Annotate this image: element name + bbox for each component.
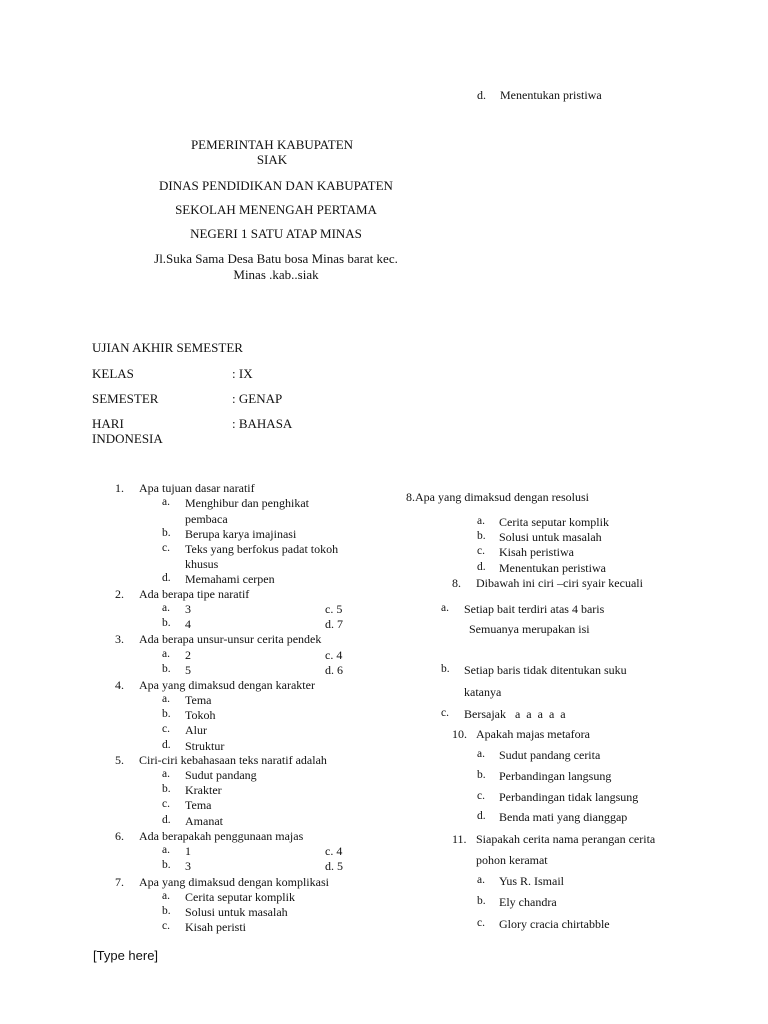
question-text: Apakah majas metafora: [476, 727, 590, 741]
option-text: Benda mati yang dianggap: [499, 810, 628, 824]
option-letter: c.: [441, 707, 449, 719]
option-text: Tema: [185, 693, 212, 707]
option-letter: b.: [477, 895, 486, 907]
option-text: 2: [185, 648, 191, 662]
question-number: 1.: [115, 481, 124, 495]
option-text: Amanat: [185, 814, 223, 828]
option-text: 1: [185, 844, 191, 858]
option-text: 3: [185, 602, 191, 616]
option-d: d. 7: [325, 617, 343, 631]
option-text: Solusi untuk masalah: [185, 905, 288, 919]
kelas-value: : IX: [232, 366, 253, 381]
option-c: c. 5: [325, 602, 343, 616]
option-letter: c.: [162, 723, 170, 735]
option-letter: a.: [162, 602, 170, 614]
option-text-cont: khusus: [185, 557, 219, 571]
question-number: 6.: [115, 829, 124, 843]
option-text: Perbandingan langsung: [499, 769, 612, 783]
footer-placeholder: [Type here]: [93, 948, 159, 963]
option-letter: a.: [162, 890, 170, 902]
option-letter: d.: [477, 561, 486, 573]
option-text: 3: [185, 859, 191, 873]
option-text: Kisah peristiwa: [499, 545, 574, 559]
exam-title: UJIAN AKHIR SEMESTER: [92, 340, 243, 355]
option-text-cont: Semuanya merupakan isi: [469, 622, 590, 636]
option-text: Sudut pandang: [185, 768, 257, 782]
question-number: 8.: [452, 576, 461, 590]
option-letter: c.: [477, 917, 485, 929]
option-letter: b.: [162, 905, 171, 917]
option-letter: a.: [477, 748, 485, 760]
question-number: 3.: [115, 632, 124, 646]
option-text: Setiap bait terdiri atas 4 baris: [464, 602, 605, 616]
option-letter: b.: [162, 617, 171, 629]
option-c: c. 4: [325, 844, 343, 858]
question-number: 10.: [452, 727, 467, 741]
option-letter: c.: [477, 545, 485, 557]
option-text: Kisah peristi: [185, 920, 246, 934]
option-text: Yus R. Ismail: [499, 874, 565, 888]
option-letter: b.: [162, 859, 171, 871]
question-number: 7.: [115, 875, 124, 889]
question-number: 4.: [115, 678, 124, 692]
header-line-4: SEKOLAH MENENGAH PERTAMA: [175, 202, 377, 217]
hari-value-cont: INDONESIA: [92, 431, 163, 446]
question-number: 5.: [115, 753, 124, 767]
kelas-label: KELAS: [92, 366, 134, 381]
option-text: Perbandingan tidak langsung: [499, 790, 639, 804]
option-letter: c.: [477, 790, 485, 802]
option-letter: b.: [162, 527, 171, 539]
option-text: Tokoh: [185, 708, 216, 722]
option-text: Memahami cerpen: [185, 572, 275, 586]
hari-label: HARI: [92, 416, 124, 431]
option-letter: b.: [162, 663, 171, 675]
option-text: Menentukan pristiwa: [500, 88, 602, 102]
question-number: 11.: [452, 832, 467, 846]
option-text: Bersajak a a a a a: [464, 707, 566, 721]
option-text: Cerita seputar komplik: [185, 890, 295, 904]
option-text: Alur: [185, 723, 207, 737]
option-letter: a.: [477, 874, 485, 886]
option-text: Tema: [185, 798, 212, 812]
option-letter: a.: [441, 602, 449, 614]
question-text: Apa yang dimaksud dengan komplikasi: [139, 875, 329, 889]
option-letter: b.: [441, 663, 450, 675]
question-text: Siapakah cerita nama perangan cerita: [476, 832, 656, 846]
question-text: Ada berapa tipe naratif: [139, 587, 250, 601]
option-letter: d.: [162, 572, 171, 584]
option-letter: a.: [162, 768, 170, 780]
option-letter: d.: [477, 88, 486, 102]
option-text: Ely chandra: [499, 895, 557, 909]
question-text: Ada berapakah penggunaan majas: [139, 829, 304, 843]
option-text: Menentukan peristiwa: [499, 561, 606, 575]
option-c: c. 4: [325, 648, 343, 662]
option-letter: a.: [162, 648, 170, 660]
option-letter: b.: [162, 783, 171, 795]
option-text: Krakter: [185, 783, 222, 797]
header-line-3: DINAS PENDIDIKAN DAN KABUPATEN: [159, 178, 393, 193]
option-letter: c.: [162, 542, 170, 554]
header-line-5: NEGERI 1 SATU ATAP MINAS: [190, 226, 362, 241]
option-text: Cerita seputar komplik: [499, 515, 609, 529]
option-letter: a.: [477, 515, 485, 527]
option-text: Setiap baris tidak ditentukan suku: [464, 663, 627, 677]
question-text: Ciri-ciri kebahasaan teks naratif adalah: [139, 753, 327, 767]
question-number: 2.: [115, 587, 124, 601]
question-text-cont: pohon keramat: [476, 853, 548, 867]
option-letter: d.: [477, 810, 486, 822]
header-line-2: SIAK: [256, 152, 288, 167]
option-letter: b.: [477, 769, 486, 781]
question-text: Apa tujuan dasar naratif: [139, 481, 255, 495]
option-text: Glory cracia chirtabble: [499, 917, 610, 931]
option-letter: d.: [162, 814, 171, 826]
semester-value: : GENAP: [232, 391, 283, 406]
option-text: Solusi untuk masalah: [499, 530, 602, 544]
question-text: 8.Apa yang dimaksud dengan resolusi: [406, 490, 589, 504]
option-letter: c.: [162, 798, 170, 810]
option-text: Menghibur dan penghikat: [185, 496, 309, 510]
option-text: Struktur: [185, 739, 225, 753]
option-text: 5: [185, 663, 191, 677]
header-line-1: PEMERINTAH KABUPATEN: [190, 137, 354, 152]
option-text-cont: pembaca: [185, 512, 228, 526]
option-letter: b.: [477, 530, 486, 542]
option-text: Berupa karya imajinasi: [185, 527, 297, 541]
option-letter: c.: [162, 920, 170, 932]
header-address-2: Minas .kab..siak: [233, 267, 319, 282]
question-text: Apa yang dimaksud dengan karakter: [139, 678, 315, 692]
option-d: d. 6: [325, 663, 343, 677]
question-text: Ada berapa unsur-unsur cerita pendek: [139, 632, 322, 646]
option-letter: a.: [162, 496, 170, 508]
option-letter: a.: [162, 693, 170, 705]
option-text: Sudut pandang cerita: [499, 748, 601, 762]
option-letter: d.: [162, 739, 171, 751]
hari-value: : BAHASA: [232, 416, 293, 431]
option-d: d. 5: [325, 859, 343, 873]
option-letter: a.: [162, 844, 170, 856]
option-text: 4: [185, 617, 191, 631]
semester-label: SEMESTER: [92, 391, 159, 406]
option-text-cont: katanya: [464, 685, 502, 699]
option-letter: b.: [162, 708, 171, 720]
header-address-1: Jl.Suka Sama Desa Batu bosa Minas barat kec.: [154, 251, 398, 266]
question-text: Dibawah ini ciri –ciri syair kecuali: [476, 576, 643, 590]
option-text: Teks yang berfokus padat tokoh: [185, 542, 339, 556]
